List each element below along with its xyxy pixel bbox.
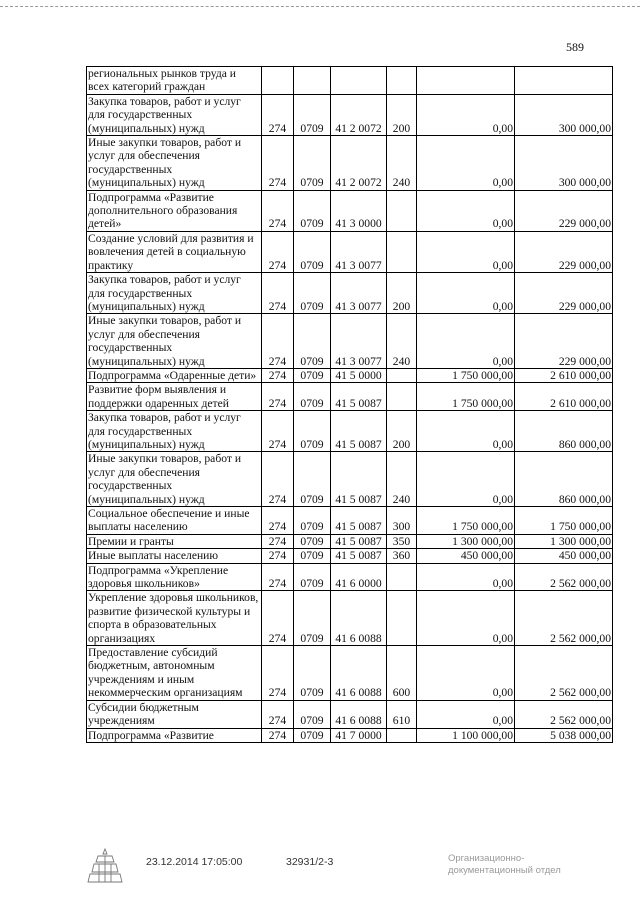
row-amount-b: 300 000,00 (515, 94, 613, 135)
row-amount-b: 2 610 000,00 (515, 368, 613, 382)
row-target-code: 41 7 0000 (331, 728, 387, 742)
row-admin-code: 274 (262, 452, 294, 507)
row-amount-a: 0,00 (417, 646, 515, 701)
table-row (87, 452, 613, 507)
row-admin-code: 274 (262, 411, 294, 452)
row-expense-kind: 600 (387, 646, 417, 701)
row-amount-a: 1 750 000,00 (417, 368, 515, 382)
table-row (87, 368, 613, 382)
row-amount-a: 1 300 000,00 (417, 534, 515, 548)
row-admin-code: 274 (262, 549, 294, 563)
row-name: Иные закупки товаров, работ и услуг для обеспечения государственных (муниципальных) нужд (87, 452, 262, 507)
row-admin-code: 274 (262, 700, 294, 728)
row-target-code: 41 2 0072 (331, 136, 387, 191)
row-name: Закупка товаров, работ и услуг для государственных (муниципальных) нужд (87, 411, 262, 452)
row-target-code: 41 5 0087 (331, 507, 387, 535)
row-amount-b: 2 562 000,00 (515, 646, 613, 701)
row-name: Субсидии бюджетным учреждениям (87, 700, 262, 728)
row-target-code: 41 3 0077 (331, 231, 387, 272)
row-target-code: 41 5 0000 (331, 368, 387, 382)
budget-table (86, 66, 613, 743)
table-row (87, 507, 613, 535)
row-admin-code: 274 (262, 728, 294, 742)
row-expense-kind: 360 (387, 549, 417, 563)
row-target-code: 41 6 0088 (331, 591, 387, 646)
footer-department (448, 853, 561, 877)
row-section-code: 0709 (294, 314, 331, 369)
row-expense-kind (387, 231, 417, 272)
row-admin-code: 274 (262, 534, 294, 548)
row-amount-a: 0,00 (417, 190, 515, 231)
row-admin-code: 274 (262, 273, 294, 314)
footer-date: 23.12.2014 17:05:00 (146, 856, 243, 868)
row-admin-code: 274 (262, 136, 294, 191)
row-section-code (294, 67, 331, 95)
table-row (87, 411, 613, 452)
row-amount-a: 0,00 (417, 591, 515, 646)
row-target-code: 41 6 0088 (331, 700, 387, 728)
row-expense-kind (387, 190, 417, 231)
table-row (87, 383, 613, 411)
table-row (87, 190, 613, 231)
row-section-code: 0709 (294, 591, 331, 646)
row-expense-kind (387, 383, 417, 411)
table-row (87, 563, 613, 591)
footer-reg-number: 32931/2-3 (286, 856, 334, 868)
page-number: 589 (566, 40, 584, 54)
row-amount-a: 1 750 000,00 (417, 383, 515, 411)
row-section-code: 0709 (294, 534, 331, 548)
row-target-code (331, 67, 387, 95)
row-expense-kind: 350 (387, 534, 417, 548)
table-row (87, 94, 613, 135)
row-amount-a: 0,00 (417, 314, 515, 369)
table-row (87, 646, 613, 701)
row-admin-code: 274 (262, 368, 294, 382)
scan-edge-line (0, 6, 640, 7)
row-admin-code: 274 (262, 383, 294, 411)
table-row (87, 534, 613, 548)
table-row (87, 549, 613, 563)
row-admin-code: 274 (262, 591, 294, 646)
row-amount-b: 229 000,00 (515, 273, 613, 314)
row-admin-code: 274 (262, 94, 294, 135)
row-section-code: 0709 (294, 231, 331, 272)
row-name: Премии и гранты (87, 534, 262, 548)
row-amount-b: 2 562 000,00 (515, 563, 613, 591)
row-expense-kind: 300 (387, 507, 417, 535)
row-expense-kind: 240 (387, 136, 417, 191)
row-amount-a: 1 750 000,00 (417, 507, 515, 535)
row-expense-kind: 240 (387, 452, 417, 507)
row-expense-kind (387, 563, 417, 591)
row-name: Подпрограмма «Развитие (87, 728, 262, 742)
row-expense-kind: 200 (387, 411, 417, 452)
row-target-code: 41 5 0087 (331, 549, 387, 563)
row-name: Иные закупки товаров, работ и услуг для обеспечения государственных (муниципальных) нужд (87, 314, 262, 369)
row-admin-code: 274 (262, 190, 294, 231)
row-section-code: 0709 (294, 368, 331, 382)
row-section-code: 0709 (294, 700, 331, 728)
row-amount-b: 860 000,00 (515, 452, 613, 507)
row-target-code: 41 5 0087 (331, 534, 387, 548)
row-amount-b: 1 750 000,00 (515, 507, 613, 535)
row-target-code: 41 6 0000 (331, 563, 387, 591)
table-row (87, 728, 613, 742)
row-section-code: 0709 (294, 136, 331, 191)
row-name: Развитие форм выявления и поддержки одаренных детей (87, 383, 262, 411)
row-amount-a: 0,00 (417, 94, 515, 135)
row-expense-kind: 200 (387, 273, 417, 314)
row-amount-a: 450 000,00 (417, 549, 515, 563)
row-target-code: 41 5 0087 (331, 411, 387, 452)
row-admin-code: 274 (262, 507, 294, 535)
row-amount-b: 2 562 000,00 (515, 591, 613, 646)
row-amount-b: 2 610 000,00 (515, 383, 613, 411)
row-name: региональных рынков труда и всех категорий граждан (87, 67, 262, 95)
row-section-code: 0709 (294, 190, 331, 231)
row-admin-code: 274 (262, 231, 294, 272)
row-target-code: 41 5 0087 (331, 452, 387, 507)
row-name: Укрепление здоровья школьников, развитие физической культуры и спорта в образовательных организациях (87, 591, 262, 646)
row-section-code: 0709 (294, 646, 331, 701)
table-row (87, 67, 613, 95)
row-amount-a: 0,00 (417, 231, 515, 272)
row-name: Иные закупки товаров, работ и услуг для обеспечения государственных (муниципальных) нужд (87, 136, 262, 191)
row-expense-kind (387, 67, 417, 95)
row-expense-kind: 610 (387, 700, 417, 728)
row-amount-a: 0,00 (417, 411, 515, 452)
row-amount-b: 229 000,00 (515, 314, 613, 369)
row-name: Предоставление субсидий бюджетным, автономным учреждениям и иным некоммерческим организациям (87, 646, 262, 701)
table-row (87, 231, 613, 272)
row-target-code: 41 6 0088 (331, 646, 387, 701)
row-amount-b: 5 038 000,00 (515, 728, 613, 742)
row-amount-b: 300 000,00 (515, 136, 613, 191)
row-section-code: 0709 (294, 94, 331, 135)
row-name: Подпрограмма «Развитие дополнительного образования детей» (87, 190, 262, 231)
row-expense-kind: 200 (387, 94, 417, 135)
row-expense-kind (387, 728, 417, 742)
row-section-code: 0709 (294, 411, 331, 452)
row-section-code: 0709 (294, 549, 331, 563)
row-name: Социальное обеспечение и иные выплаты населению (87, 507, 262, 535)
table-row (87, 700, 613, 728)
row-amount-a: 0,00 (417, 136, 515, 191)
row-name: Иные выплаты населению (87, 549, 262, 563)
coat-of-arms-emblem (84, 846, 126, 886)
row-amount-a (417, 67, 515, 95)
row-section-code: 0709 (294, 728, 331, 742)
row-target-code: 41 2 0072 (331, 94, 387, 135)
row-amount-b: 2 562 000,00 (515, 700, 613, 728)
row-amount-b: 1 300 000,00 (515, 534, 613, 548)
row-amount-b (515, 67, 613, 95)
table-row (87, 273, 613, 314)
row-amount-b: 860 000,00 (515, 411, 613, 452)
row-name: Подпрограмма «Одаренные дети» (87, 368, 262, 382)
row-admin-code (262, 67, 294, 95)
row-amount-a: 1 100 000,00 (417, 728, 515, 742)
row-admin-code: 274 (262, 646, 294, 701)
row-amount-b: 229 000,00 (515, 231, 613, 272)
row-target-code: 41 3 0077 (331, 273, 387, 314)
table-row (87, 314, 613, 369)
row-target-code: 41 3 0000 (331, 190, 387, 231)
row-expense-kind (387, 591, 417, 646)
row-amount-b: 229 000,00 (515, 190, 613, 231)
row-target-code: 41 3 0077 (331, 314, 387, 369)
row-section-code: 0709 (294, 452, 331, 507)
row-section-code: 0709 (294, 273, 331, 314)
row-amount-a: 0,00 (417, 452, 515, 507)
row-name: Подпрограмма «Укрепление здоровья школьников» (87, 563, 262, 591)
row-section-code: 0709 (294, 563, 331, 591)
row-section-code: 0709 (294, 383, 331, 411)
budget-table-body (87, 67, 613, 743)
row-name: Закупка товаров, работ и услуг для государственных (муниципальных) нужд (87, 94, 262, 135)
footer-dept-line2: документационный отдел (448, 865, 561, 876)
row-expense-kind: 240 (387, 314, 417, 369)
row-admin-code: 274 (262, 563, 294, 591)
row-amount-b: 450 000,00 (515, 549, 613, 563)
row-admin-code: 274 (262, 314, 294, 369)
row-name: Закупка товаров, работ и услуг для государственных (муниципальных) нужд (87, 273, 262, 314)
row-expense-kind (387, 368, 417, 382)
table-row (87, 591, 613, 646)
row-amount-a: 0,00 (417, 563, 515, 591)
row-amount-a: 0,00 (417, 700, 515, 728)
row-section-code: 0709 (294, 507, 331, 535)
table-row (87, 136, 613, 191)
row-name: Создание условий для развития и вовлечения детей в социальную практику (87, 231, 262, 272)
row-target-code: 41 5 0087 (331, 383, 387, 411)
footer-dept-line1: Организационно- (448, 853, 525, 864)
row-amount-a: 0,00 (417, 273, 515, 314)
